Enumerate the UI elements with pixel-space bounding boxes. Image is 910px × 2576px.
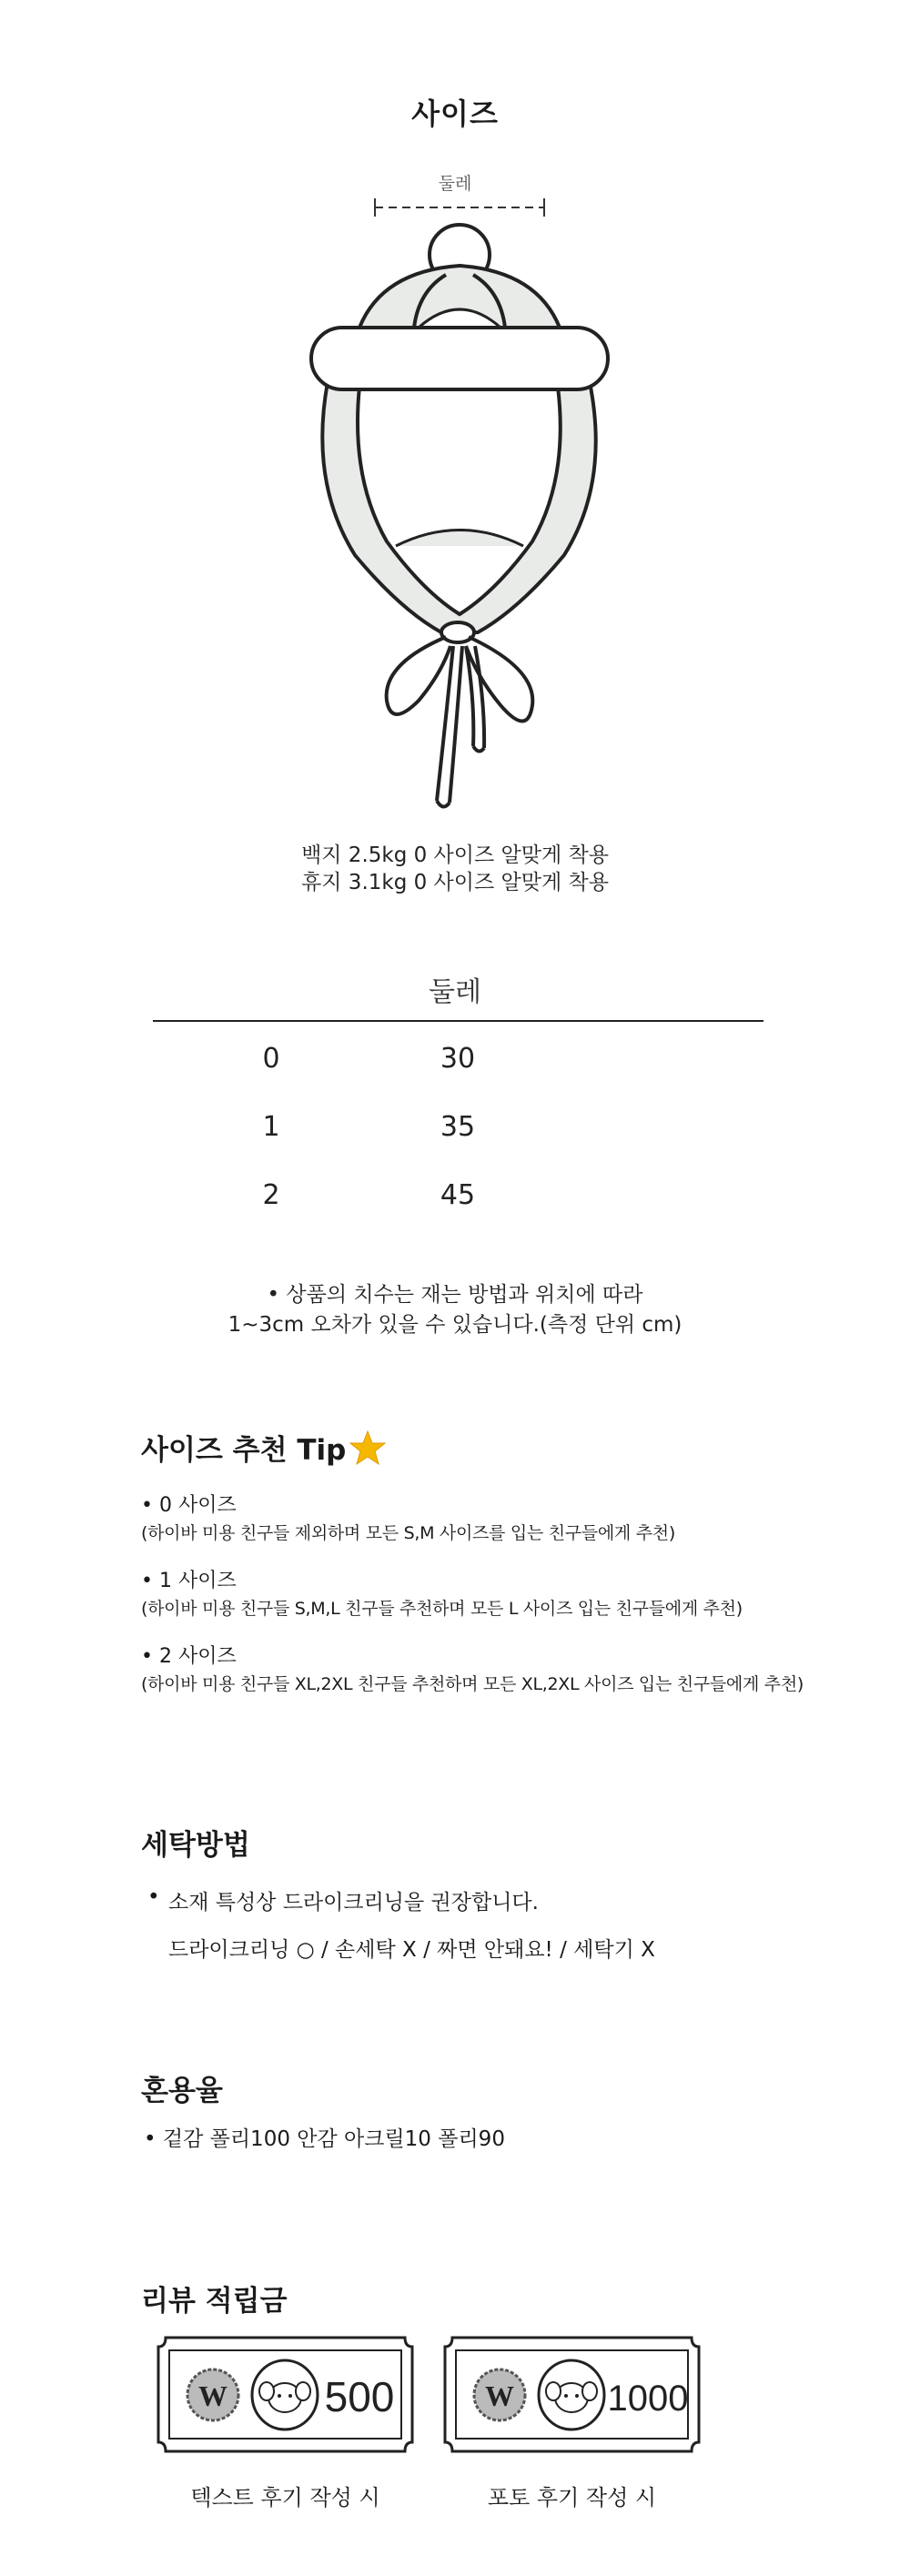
wash-section-title: 세탁방법	[141, 1829, 250, 1862]
fit-line: 백지 2.5kg 0 사이즈 알맞게 착용	[301, 844, 609, 867]
tip-item-label: • 1 사이즈	[141, 1570, 237, 1592]
currency-symbol: W	[198, 2379, 228, 2412]
photo-review-coupon	[441, 2334, 703, 2455]
fit-line: 휴지 3.1kg 0 사이즈 알맞게 착용	[301, 871, 609, 894]
size-cell: 1	[262, 1111, 280, 1143]
wash-bullet: •	[147, 1885, 160, 1909]
girth-cell: 30	[440, 1043, 476, 1075]
tip-item	[141, 1492, 675, 1547]
size-table-rule	[153, 1020, 763, 1022]
tip-item-label: • 2 사이즈	[141, 1645, 237, 1668]
measure-note-line: • 상품의 치수는 재는 방법과 위치에 따라	[267, 1283, 643, 1307]
tie-knot	[441, 622, 474, 642]
hat-diagram	[273, 155, 637, 828]
measure-note	[0, 1280, 910, 1340]
tip-item-desc: (하이바 미용 친구들 제외하며 모든 S,M 사이즈를 입는 친구들에게 추천)	[141, 1523, 675, 1543]
tip-item-desc: (하이바 미용 친구들 S,M,L 친구들 추천하며 모든 L 사이즈 입는 친구들에게 추천)	[141, 1599, 743, 1619]
size-cell: 0	[262, 1043, 280, 1075]
measure-note-line: 1~3cm 오차가 있을 수 있습니다.(측정 단위 cm)	[228, 1313, 682, 1337]
wash-line: 소재 특성상 드라이크리닝을 권장합니다.	[168, 1891, 539, 1914]
tip-item-label: • 0 사이즈	[141, 1494, 237, 1517]
coupon-amount: 500	[324, 2373, 395, 2420]
girth-cell: 45	[440, 1179, 476, 1211]
coupon-caption: 텍스트 후기 작성 시	[190, 2485, 380, 2510]
hat-brim	[311, 328, 608, 389]
tip-section-title	[141, 1427, 386, 1468]
star-icon	[349, 1429, 386, 1466]
material-line: • 겉감 폴리100 안감 아크릴10 폴리90	[144, 2127, 505, 2151]
coupon-caption: 포토 후기 작성 시	[487, 2485, 657, 2510]
girth-cell: 35	[440, 1111, 476, 1143]
fit-description	[0, 842, 910, 896]
text-review-coupon	[155, 2334, 416, 2455]
tip-item-desc: (하이바 미용 친구들 XL,2XL 친구들 추천하며 모든 XL,2XL 사이즈 입는 친구들에게 추천)	[141, 1674, 804, 1694]
material-section-title: 혼용율	[141, 2075, 223, 2107]
size-table-header: 둘레	[429, 976, 481, 1008]
tip-item	[141, 1568, 743, 1622]
coupon-amount: 1000	[607, 2379, 689, 2419]
diagram-girth-label: 둘레	[438, 174, 472, 194]
review-section-title: 리뷰 적립금	[141, 2285, 288, 2318]
tip-title-text: 사이즈 추천 Tip	[141, 1434, 347, 1467]
tie-loop-left	[387, 637, 450, 714]
wash-detail-line: 드라이크리닝 ○ / 손세탁 X / 짜면 안돼요! / 세탁기 X	[168, 1938, 655, 1962]
size-cell: 2	[262, 1179, 280, 1211]
tip-item	[141, 1643, 804, 1698]
currency-symbol: W	[485, 2379, 514, 2412]
page-title: 사이즈	[411, 96, 499, 131]
